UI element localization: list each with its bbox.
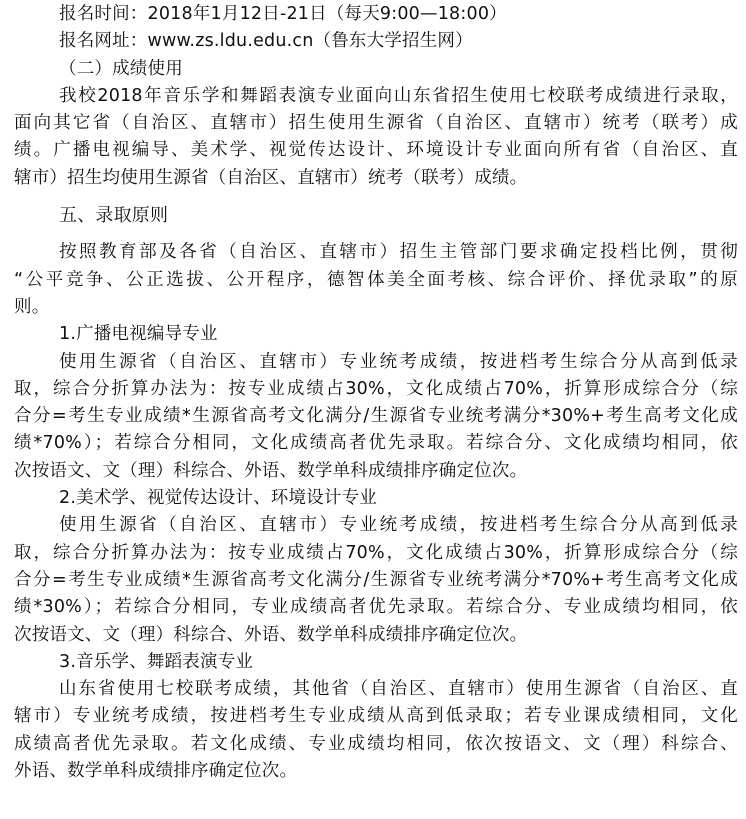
- registration-time: 报名时间：2018年1月12日-21日（每天9:00—18:00）: [59, 4, 507, 24]
- section-line: 取，综合分折算办法为：按专业成绩占30%，文化成绩占70%，折算形成综合分（综: [14, 378, 738, 399]
- section-line: 取，综合分折算办法为：按专业成绩占70%，文化成绩占30%，折算形成综合分（综: [14, 542, 738, 563]
- section-gap: [14, 192, 738, 202]
- section-line: 合分=考生专业成绩*生源省高考文化满分/生源省专业统考满分*30%+考生高考文化成: [14, 406, 738, 427]
- section-line: 成绩高者优先录取。若文化成绩、专业成绩均相同，依次按语文、文（理）科综合、: [14, 733, 738, 754]
- section-line: 次按语文、文（理）科综合、外语、数学单科成绩排序确定位次。: [14, 624, 528, 645]
- score-use-line: 面向其它省（自治区、直辖市）招生使用生源省（自治区、直辖市）统考（联考）成: [14, 113, 738, 134]
- section-line: 辖市）专业统考成绩，按进档考生专业成绩从高到低录取；若专业课成绩相同，文化: [14, 706, 738, 727]
- section-line: 使用生源省（自治区、直辖市）专业统考成绩，按进档考生综合分从高到低录: [59, 351, 738, 372]
- section-title-broadcast: 1.广播电视编导专业: [59, 324, 218, 345]
- score-use-heading: （二）成绩使用: [59, 58, 183, 79]
- section-title-music-dance: 3.音乐学、舞蹈表演专业: [59, 651, 254, 672]
- score-use-line: 辖市）招生均使用生源省（自治区、直辖市）统考（联考）成绩。: [14, 167, 528, 188]
- section-title-art-design: 2.美术学、视觉传达设计、环境设计专业: [59, 488, 377, 509]
- registration-website: 报名网址：www.zs.ldu.edu.cn（鲁东大学招生网）: [59, 31, 473, 52]
- principles-intro-line: “公平竞争、公正选拔、公开程序，德智体美全面考核、综合评价、择优录取”的原: [14, 269, 738, 290]
- section-line: 山东省使用七校联考成绩，其他省（自治区、直辖市）使用生源省（自治区、直: [59, 679, 738, 700]
- section-line: 绩*30%）；若综合分相同，专业成绩高者优先录取。若综合分、专业成绩均相同，依: [14, 597, 738, 618]
- section-line: 外语、数学单科成绩排序确定位次。: [14, 761, 298, 782]
- score-use-line: 绩。广播电视编导、美术学、视觉传达设计、环境设计专业面向所有省（自治区、直: [14, 140, 738, 161]
- section-line: 绩*70%）；若综合分相同，文化成绩高者优先录取。若综合分、文化成绩均相同，依: [14, 433, 738, 454]
- section-line: 次按语文、文（理）科综合、外语、数学单科成绩排序确定位次。: [14, 460, 528, 481]
- principles-heading: 五、录取原则: [59, 205, 169, 227]
- principles-intro-line: 则。: [14, 296, 50, 317]
- section-line: 合分=考生专业成绩*生源省高考文化满分/生源省专业统考满分*70%+考生高考文化成: [14, 569, 738, 590]
- section-gap: [14, 229, 738, 239]
- principles-intro-line: 按照教育部及各省（自治区、直辖市）招生主管部门要求确定投档比例，贯彻: [59, 242, 738, 263]
- score-use-line: 我校2018年音乐学和舞蹈表演专业面向山东省招生使用七校联考成绩进行录取，: [59, 85, 738, 106]
- section-line: 使用生源省（自治区、直辖市）专业统考成绩，按进档考生综合分从高到低录: [59, 515, 738, 536]
